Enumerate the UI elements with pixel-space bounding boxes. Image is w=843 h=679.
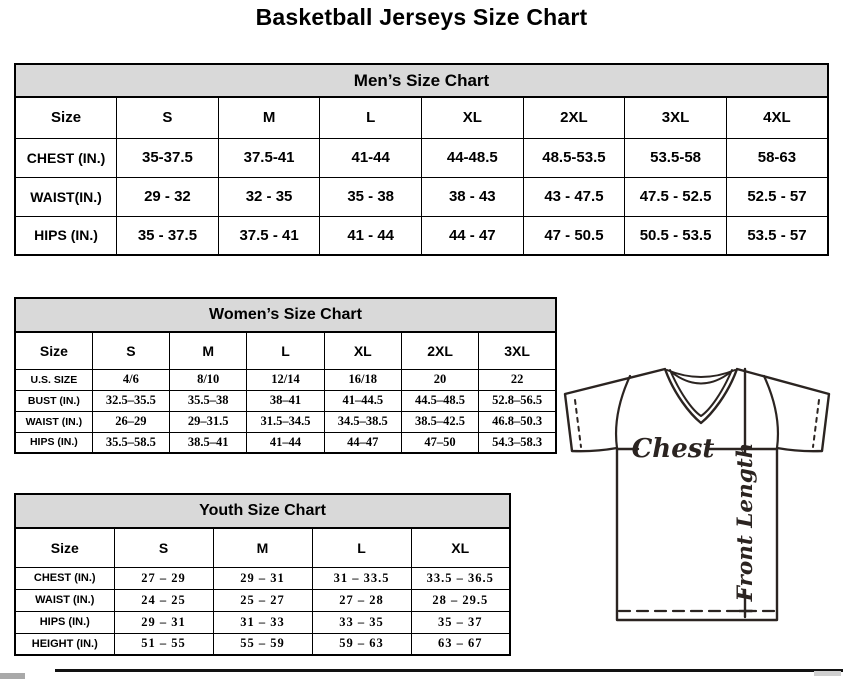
- womens-column-header-row: [15, 332, 556, 369]
- womens-table-row: [15, 411, 556, 432]
- mens-chart-title: Men’s Size Chart: [15, 64, 828, 97]
- mens-value-cell: 32 - 35: [218, 177, 320, 216]
- mens-value-cell: 47 - 50.5: [523, 216, 625, 255]
- youth-chart-title-row: [15, 494, 510, 528]
- youth-value-cell: 31 – 33.5: [312, 567, 411, 589]
- youth-column-header-l: L: [312, 528, 411, 567]
- womens-value-cell: 46.8–50.3: [479, 411, 556, 432]
- youth-value-cell: 33.5 – 36.5: [411, 567, 510, 589]
- womens-chart-title: Women’s Size Chart: [15, 298, 556, 332]
- mens-column-header-4xl: 4XL: [726, 97, 828, 138]
- youth-chart-title: Youth Size Chart: [15, 494, 510, 528]
- left-cuff-dashed-line: [575, 400, 581, 447]
- womens-column-header-l: L: [247, 332, 324, 369]
- mens-table-row: [15, 138, 828, 177]
- womens-value-cell: 35.5–38: [170, 390, 247, 411]
- mens-column-header-l: L: [320, 97, 422, 138]
- youth-column-header-xl: XL: [411, 528, 510, 567]
- mens-size-chart-table: [14, 63, 829, 256]
- womens-column-header-xl: XL: [324, 332, 401, 369]
- youth-size-chart-table: [14, 493, 511, 656]
- jersey-outline: [565, 369, 829, 620]
- youth-column-header-m: M: [213, 528, 312, 567]
- mens-value-cell: 48.5-53.5: [523, 138, 625, 177]
- youth-value-cell: 24 – 25: [114, 589, 213, 611]
- chest-label: Chest: [631, 434, 715, 464]
- mens-column-header-xl: XL: [422, 97, 524, 138]
- left-armhole-seam: [616, 376, 630, 448]
- youth-value-cell: 51 – 55: [114, 633, 213, 655]
- mens-value-cell: 52.5 - 57: [726, 177, 828, 216]
- scrollbar-fragment-right: [814, 671, 841, 676]
- mens-row-label: WAIST(IN.): [15, 177, 117, 216]
- mens-value-cell: 53.5-58: [625, 138, 727, 177]
- youth-row-label: CHEST (IN.): [15, 567, 114, 589]
- womens-row-label: WAIST (IN.): [15, 411, 92, 432]
- womens-row-label: U.S. SIZE: [15, 369, 92, 390]
- mens-value-cell: 47.5 - 52.5: [625, 177, 727, 216]
- mens-row-label: CHEST (IN.): [15, 138, 117, 177]
- youth-column-header-size: Size: [15, 528, 114, 567]
- youth-column-header-row: [15, 528, 510, 567]
- youth-value-cell: 27 – 29: [114, 567, 213, 589]
- womens-column-header-m: M: [170, 332, 247, 369]
- right-cuff-dashed-line: [813, 400, 819, 447]
- womens-value-cell: 47–50: [401, 432, 478, 453]
- youth-value-cell: 59 – 63: [312, 633, 411, 655]
- mens-value-cell: 53.5 - 57: [726, 216, 828, 255]
- womens-size-chart-table: [14, 297, 557, 454]
- womens-column-header-s: S: [92, 332, 169, 369]
- womens-value-cell: 8/10: [170, 369, 247, 390]
- mens-value-cell: 58-63: [726, 138, 828, 177]
- womens-value-cell: 20: [401, 369, 478, 390]
- youth-table-row: [15, 589, 510, 611]
- womens-value-cell: 34.5–38.5: [324, 411, 401, 432]
- womens-value-cell: 26–29: [92, 411, 169, 432]
- youth-value-cell: 25 – 27: [213, 589, 312, 611]
- youth-row-label: HEIGHT (IN.): [15, 633, 114, 655]
- womens-value-cell: 31.5–34.5: [247, 411, 324, 432]
- mens-value-cell: 35 - 37.5: [117, 216, 219, 255]
- mens-column-header-3xl: 3XL: [625, 97, 727, 138]
- mens-value-cell: 37.5 - 41: [218, 216, 320, 255]
- youth-table-row: [15, 633, 510, 655]
- mens-row-label: HIPS (IN.): [15, 216, 117, 255]
- womens-table-row: [15, 390, 556, 411]
- youth-table-row: [15, 611, 510, 633]
- mens-column-header-row: [15, 97, 828, 138]
- mens-value-cell: 38 - 43: [422, 177, 524, 216]
- youth-value-cell: 33 – 35: [312, 611, 411, 633]
- youth-row-label: HIPS (IN.): [15, 611, 114, 633]
- womens-column-header-size: Size: [15, 332, 92, 369]
- womens-chart-title-row: [15, 298, 556, 332]
- womens-value-cell: 16/18: [324, 369, 401, 390]
- womens-value-cell: 44–47: [324, 432, 401, 453]
- womens-table-row: [15, 369, 556, 390]
- mens-value-cell: 35 - 38: [320, 177, 422, 216]
- mens-column-header-s: S: [117, 97, 219, 138]
- womens-value-cell: 29–31.5: [170, 411, 247, 432]
- womens-value-cell: 41–44: [247, 432, 324, 453]
- youth-size-chart-section: [14, 493, 511, 656]
- womens-value-cell: 32.5–35.5: [92, 390, 169, 411]
- youth-table-row: [15, 567, 510, 589]
- womens-size-chart-section: [14, 297, 557, 454]
- mens-value-cell: 43 - 47.5: [523, 177, 625, 216]
- womens-value-cell: 35.5–58.5: [92, 432, 169, 453]
- womens-value-cell: 54.3–58.3: [479, 432, 556, 453]
- mens-value-cell: 37.5-41: [218, 138, 320, 177]
- youth-value-cell: 27 – 28: [312, 589, 411, 611]
- womens-value-cell: 4/6: [92, 369, 169, 390]
- mens-value-cell: 41 - 44: [320, 216, 422, 255]
- womens-value-cell: 22: [479, 369, 556, 390]
- jersey-measurement-diagram: [556, 360, 838, 626]
- mens-value-cell: 44-48.5: [422, 138, 524, 177]
- mens-column-header-m: M: [218, 97, 320, 138]
- mens-size-chart-section: [14, 63, 829, 256]
- youth-value-cell: 29 – 31: [213, 567, 312, 589]
- womens-row-label: BUST (IN.): [15, 390, 92, 411]
- front-length-label: Front Length: [733, 442, 758, 602]
- youth-table-body: [15, 567, 510, 655]
- mens-value-cell: 35-37.5: [117, 138, 219, 177]
- mens-value-cell: 29 - 32: [117, 177, 219, 216]
- womens-value-cell: 44.5–48.5: [401, 390, 478, 411]
- womens-value-cell: 38.5–42.5: [401, 411, 478, 432]
- page-bottom-rule: [55, 669, 843, 672]
- womens-value-cell: 52.8–56.5: [479, 390, 556, 411]
- womens-table-row: [15, 432, 556, 453]
- mens-chart-title-row: [15, 64, 828, 97]
- mens-column-header-2xl: 2XL: [523, 97, 625, 138]
- youth-value-cell: 29 – 31: [114, 611, 213, 633]
- right-armhole-seam: [764, 376, 778, 448]
- mens-value-cell: 50.5 - 53.5: [625, 216, 727, 255]
- youth-column-header-s: S: [114, 528, 213, 567]
- youth-row-label: WAIST (IN.): [15, 589, 114, 611]
- womens-row-label: HIPS (IN.): [15, 432, 92, 453]
- womens-column-header-2xl: 2XL: [401, 332, 478, 369]
- mens-value-cell: 41-44: [320, 138, 422, 177]
- womens-column-header-3xl: 3XL: [479, 332, 556, 369]
- womens-value-cell: 41–44.5: [324, 390, 401, 411]
- womens-value-cell: 38.5–41: [170, 432, 247, 453]
- womens-value-cell: 38–41: [247, 390, 324, 411]
- mens-table-body: [15, 138, 828, 255]
- mens-value-cell: 44 - 47: [422, 216, 524, 255]
- page-title: Basketball Jerseys Size Chart: [255, 4, 588, 30]
- youth-value-cell: 63 – 67: [411, 633, 510, 655]
- womens-value-cell: 12/14: [247, 369, 324, 390]
- mens-table-row: [15, 177, 828, 216]
- mens-table-row: [15, 216, 828, 255]
- youth-value-cell: 28 – 29.5: [411, 589, 510, 611]
- scrollbar-fragment-left: [0, 673, 25, 679]
- youth-value-cell: 55 – 59: [213, 633, 312, 655]
- womens-table-body: [15, 369, 556, 453]
- youth-value-cell: 35 – 37: [411, 611, 510, 633]
- mens-column-header-size: Size: [15, 97, 117, 138]
- youth-value-cell: 31 – 33: [213, 611, 312, 633]
